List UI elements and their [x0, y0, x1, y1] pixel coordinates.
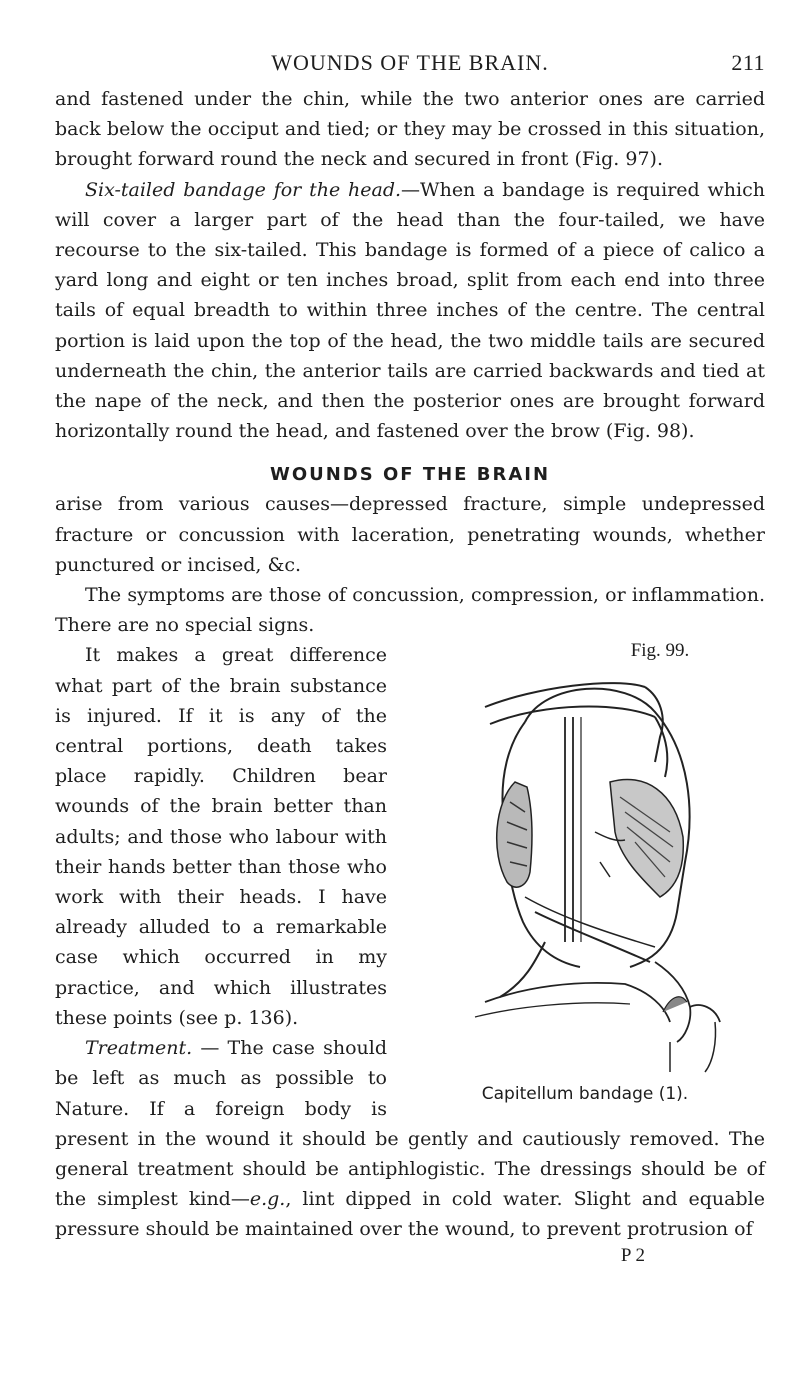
- treatment-heading: Treatment.: [85, 1037, 193, 1060]
- paragraph-symptoms: The symptoms are those of concussion, compression, or inflammation. There are no special signs.: [55, 584, 765, 637]
- page-number: 211: [731, 50, 765, 75]
- signature-mark: P 2: [620, 1244, 645, 1266]
- treatment-text: — The case should be left as much as possible to Nature. If a foreign body is present in the wound it should be gently and cautiously removed. The general treatment should be antiphlogistic. The dressings should be of the simplest kind—: [55, 1037, 765, 1211]
- running-head: [55, 50, 765, 84]
- page-title: WOUNDS OF THE BRAIN.: [271, 50, 549, 75]
- figure-99: [405, 640, 765, 1104]
- paragraph-causes: arise from various causes—depressed fracture, simple undepressed fracture or concussion with laceration, penetrating wounds, whether punctured or incised, &c.: [55, 493, 765, 576]
- paragraph-six-tailed-bandage: [55, 175, 765, 447]
- figure-label: Fig. 99.: [630, 640, 690, 662]
- six-tailed-heading: Six-tailed bandage for the head.: [85, 178, 402, 201]
- book-page: [55, 50, 765, 1267]
- treatment-eg: e.g.: [249, 1188, 286, 1211]
- figure-caption: Capitellum bandage (1).: [481, 1084, 689, 1105]
- six-tailed-text: —When a bandage is required which will cover a larger part of the head than the four-tailed, we have recourse to the six-tailed. This bandage is formed of a piece of calico a yard long and eight or ten inches broad, split from each end into three tails of equal breadth to within three inches of the centre. The central portion is laid upon the top of the head, the two middle tails are secured underneath the chin, the anterior tails are carried backwards and tied at the nape of the neck, and then the posterior ones are brought forward horizontally round the head, and fastened over the brow (Fig. 98).: [55, 178, 765, 443]
- treatment-text-end: , lint dipped in cold water. Slight and equable pressure should be maintained over the wound, to prevent protrusion of: [55, 1188, 765, 1241]
- paragraph-continuation: and fastened under the chin, while the two anterior ones are carried back below the occiput and tied; or they may be crossed in this situation, brought forward round the neck and secured in front (Fig. 97).: [55, 88, 765, 171]
- paragraph-brain-substance: It makes a great difference what part of the brain substance is injured. If it is any of the central portions, death takes place rapidly. Children bear wounds of the brain better than adults; and those who labour with their hands better than those who work with their heads. I have already alluded to a remarkable case which occurred in my practice, and which illustrates these points (see p. 136).: [55, 644, 387, 1029]
- section-heading: WOUNDS OF THE BRAIN: [269, 464, 551, 486]
- capitellum-bandage-illustration: [415, 662, 755, 1082]
